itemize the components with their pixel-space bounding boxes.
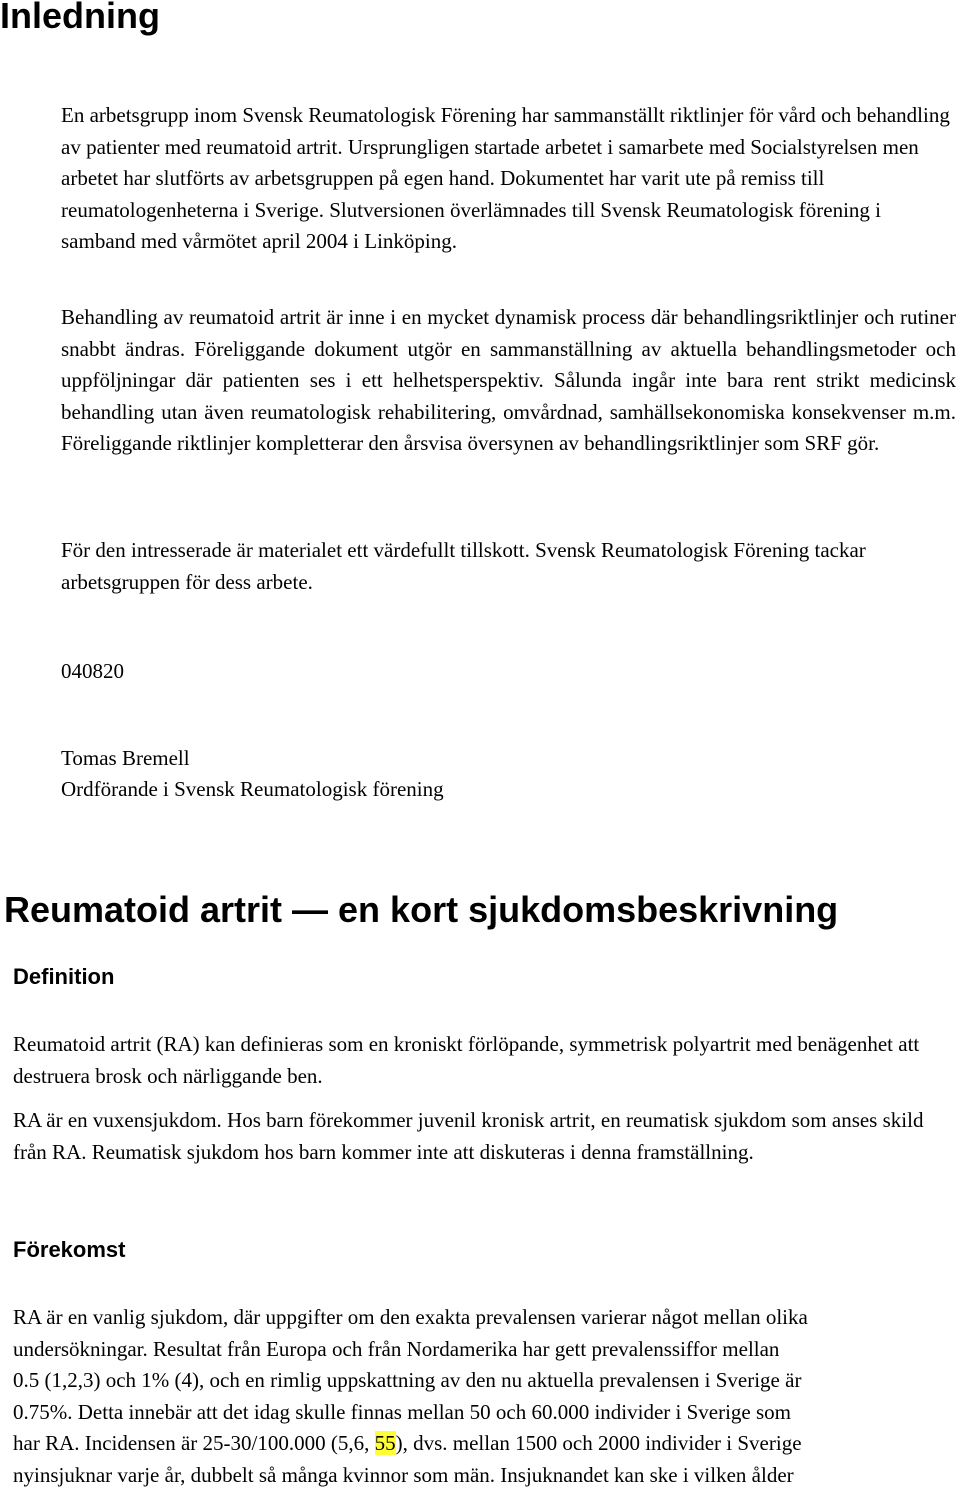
intro-paragraph-3: För den intresserade är materialet ett värdefullt tillskott. Svensk Reumatologisk Förening tackar arbetsgruppen för dess arbete. <box>61 538 866 594</box>
occurrence-line: undersökningar. Resultat från Europa och från Nordamerika har gett prevalenssiffor mellan <box>13 1336 780 1361</box>
section-heading-ra: Reumatoid artrit — en kort sjukdomsbeskrivning <box>4 889 839 930</box>
occurrence-line: 0.5 (1,2,3) och 1% (4), och en rimlig uppskattning av den nu aktuella prevalensen i Sverige är <box>13 1368 802 1392</box>
signer-title: Ordförande i Svensk Reumatologisk förening <box>61 777 444 801</box>
occurrence-line: 0.75%. Detta innebär att det idag skulle finnas mellan 50 och 60.000 individer i Sverige som <box>13 1399 791 1424</box>
occurrence-line <box>13 1428 953 1460</box>
intro-paragraph-1: En arbetsgrupp inom Svensk Reumatologisk Förening har sammanställt riktlinjer för vård och behandling av patienter med reumatoid artrit. Ursprungligen startade arbetet i samarbete med Socialstyrelsen men arbetet har slutförts av arbetsgruppen på egen hand. Dokumentet har varit ute på remiss till reumatologenheterna i Sverige. Slutversionen överlämnades till Svensk Reumatologisk förening i samband med vårmötet april 2004 i Linköping. <box>61 103 950 253</box>
occurrence-line: nyinsjuknar varje år, dubbelt så många kvinnor som män. Insjuknandet kan ske i vilken ålder <box>13 1462 794 1487</box>
occurrence-line: RA är en vanlig sjukdom, där uppgifter om den exakta prevalensen varierar något mellan olika <box>13 1305 808 1329</box>
definition-paragraph-1: Reumatoid artrit (RA) kan definieras som en kroniskt förlöpande, symmetrisk polyartrit med benägenhet att destruera brosk och närliggande ben. <box>13 1032 920 1088</box>
definition-paragraph-2: RA är en vuxensjukdom. Hos barn förekommer juvenil kronisk artrit, en reumatisk sjukdom som anses skild från RA. Reumatisk sjukdom hos barn kommer inte att diskuteras i denna framställning. <box>13 1108 924 1164</box>
intro-paragraph-2: Behandling av reumatoid artrit är inne i en mycket dynamisk process där behandlingsriktlinjer och rutiner snabbt ändras. Föreliggande dokument utgör en sammanställning av aktuella behandlingsmetoder och uppföljningar där patienten ses i ett helhetsperspektiv. Sålunda ingår inte bara rent strikt medicinsk behandling utan även reumatologisk rehabilitering, omvårdnad, samhällsekonomiska konsekvenser m.m. Föreliggande riktlinjer kompletterar den årsvisa översynen av behandlingsriktlinjer som SRF gör. <box>61 305 956 455</box>
occurrence-text: har RA. Incidensen är 25-30/100.000 (5,6, <box>13 1431 375 1455</box>
occurrence-text: ), dvs. mellan 1500 och 2000 individer i Sverige <box>395 1431 802 1455</box>
subheading-occurrence: Förekomst <box>13 1237 126 1262</box>
subheading-definition: Definition <box>13 964 115 989</box>
highlighted-reference: 55 <box>374 1431 396 1455</box>
signer-name: Tomas Bremell <box>61 746 190 770</box>
section-heading-intro: Inledning <box>0 0 160 36</box>
occurrence-paragraph <box>13 1302 953 1491</box>
intro-date: 040820 <box>61 659 124 683</box>
